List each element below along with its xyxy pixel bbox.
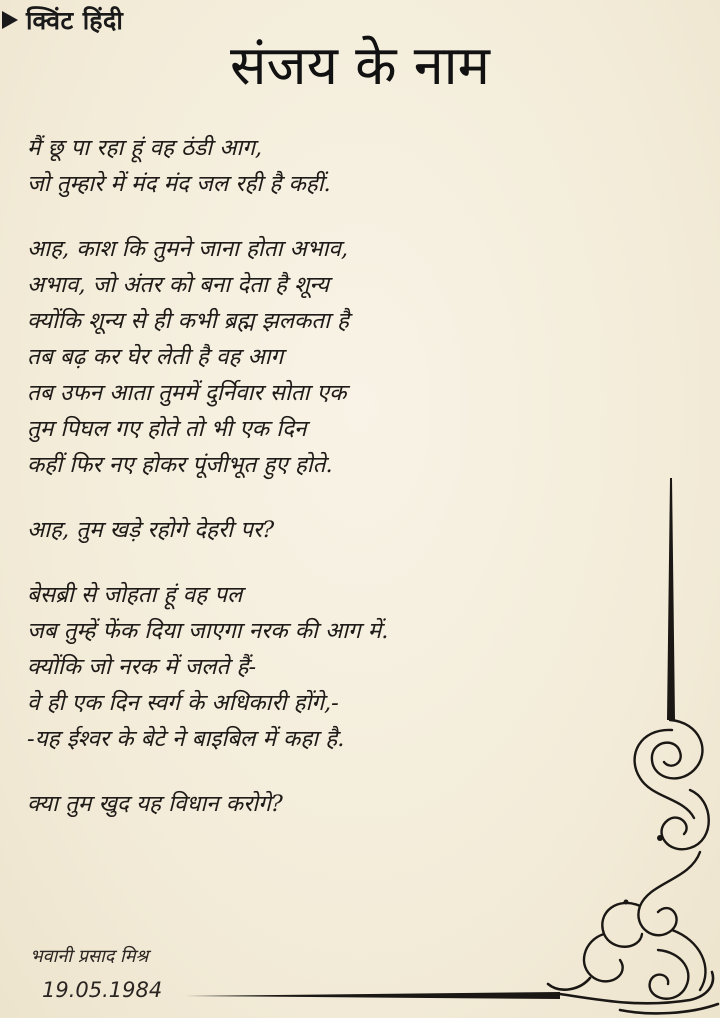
- poem-line: आह, तुम खड़े रहोगे देहरी पर?: [27, 517, 275, 543]
- stanza: [27, 512, 627, 548]
- poem-body: [27, 130, 627, 851]
- stanza: [27, 577, 627, 757]
- play-arrow-icon: [2, 11, 18, 29]
- poem-line: अभाव, जो अंतर को बना देता है शून्य: [27, 272, 330, 298]
- poem-date: 19.05.1984: [42, 978, 163, 1002]
- poem-line: जो तुम्हारे में मंद मंद जल रही है कहीं.: [27, 171, 331, 197]
- poem-line: तब उफन आता तुममें दुर्निवार सोता एक: [27, 380, 347, 406]
- poem-line: क्योंकि शून्य से ही कभी ब्रह्म झलकता है: [27, 308, 350, 334]
- poem-line: क्योंकि जो नरक में जलते हैं-: [27, 654, 257, 680]
- poem-title: संजय के नाम: [230, 34, 490, 97]
- poem-line: तब बढ़ कर घेर लेती है वह आग: [27, 344, 284, 370]
- brand-name: क्विंट हिंदी: [26, 6, 124, 35]
- poem-line: तुम पिघल गए होते तो भी एक दिन: [27, 416, 307, 442]
- brand-logo[interactable]: [0, 0, 170, 40]
- poem-line: -यह ईश्वर के बेटे ने बाइबिल में कहा है.: [27, 726, 345, 752]
- stanza: [27, 231, 627, 483]
- poem-line: क्या तुम खुद यह विधान करोगे?: [27, 791, 283, 817]
- stanza: [27, 786, 627, 822]
- author-name: भवानी प्रसाद मिश्र: [30, 946, 149, 967]
- poem-line: वे ही एक दिन स्वर्ग के अधिकारी होंगे,-: [27, 690, 339, 716]
- poem-line: बेसब्री से जोहता हूं वह पल: [27, 582, 243, 608]
- stanza: [27, 130, 627, 202]
- poem-line: जब तुम्हें फेंक दिया जाएगा नरक की आग में.: [27, 618, 389, 644]
- poem-line: मैं छू पा रहा हूं वह ठंडी आग,: [27, 135, 263, 161]
- poem-line: कहीं फिर नए होकर पूंजीभूत हुए होते.: [27, 452, 333, 478]
- poem-line: आह, काश कि तुमने जाना होता अभाव,: [27, 236, 349, 262]
